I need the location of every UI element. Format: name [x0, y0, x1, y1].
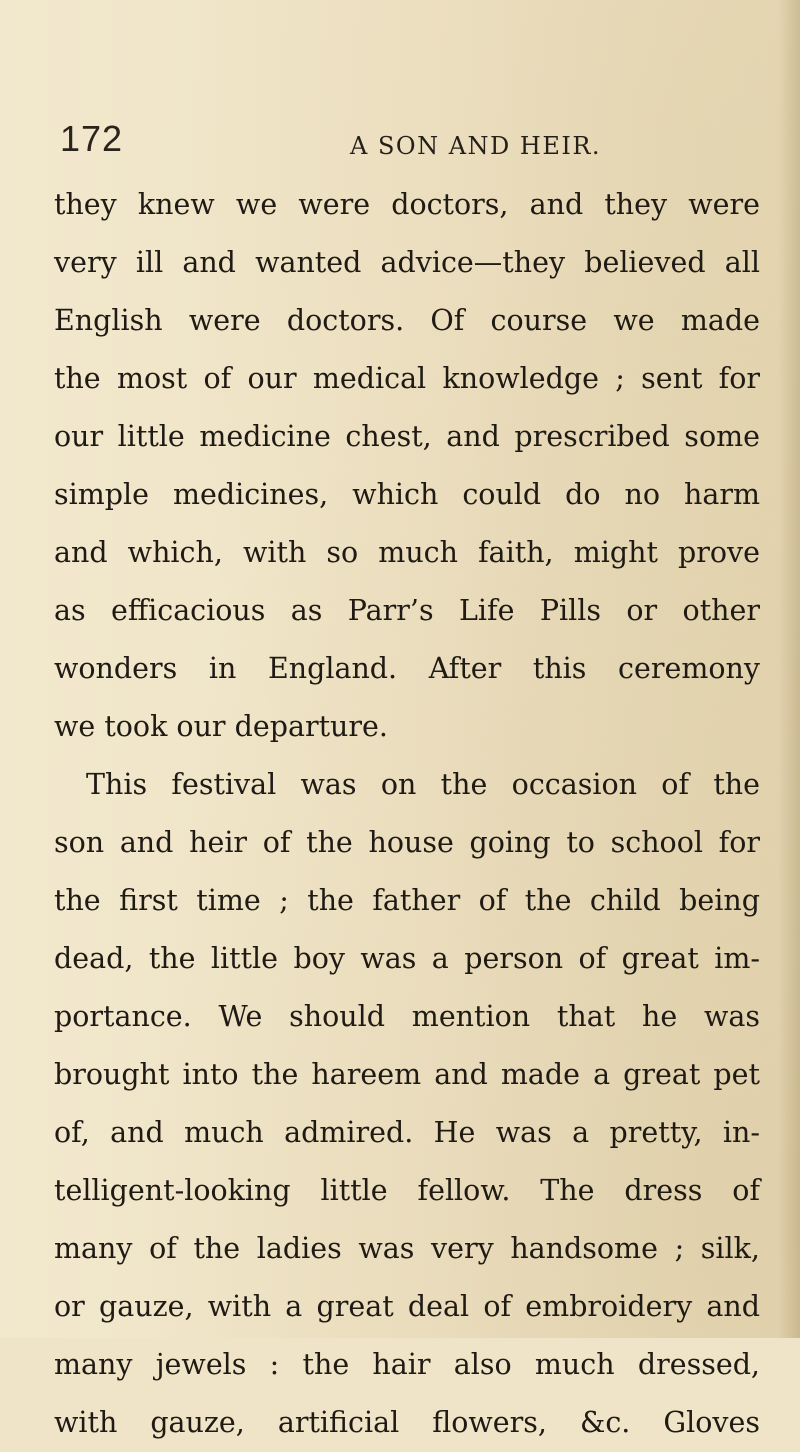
text-line: portance. We should mention that he was — [54, 1000, 760, 1033]
text-line: telligent-looking little fellow. The dress of — [54, 1174, 760, 1207]
text-line: the most of our medical knowledge ; sent for — [54, 362, 760, 395]
running-title: A SON AND HEIR. — [350, 132, 602, 160]
text-line: the first time ; the father of the child being — [54, 884, 760, 917]
text-line: they knew we were doctors, and they were — [54, 188, 760, 221]
text-line: or gauze, with a great deal of embroidery and — [54, 1290, 760, 1323]
text-line-paragraph-end: we took our departure. — [54, 710, 388, 743]
body-text — [54, 176, 760, 1452]
text-line-paragraph-start: This festival was on the occasion of the — [86, 768, 760, 801]
text-line: of, and much admired. He was a pretty, in- — [54, 1116, 760, 1149]
text-line: simple medicines, which could do no harm — [54, 478, 760, 511]
text-line: wonders in England. After this ceremony — [54, 652, 760, 685]
text-line: dead, the little boy was a person of great im- — [54, 942, 760, 975]
page-edge-shadow — [778, 0, 800, 1338]
text-line: as efficacious as Parr’s Life Pills or other — [54, 594, 760, 627]
text-line: English were doctors. Of course we made — [54, 304, 760, 337]
page-header — [60, 118, 760, 168]
page-number: 172 — [60, 118, 124, 159]
text-line: brought into the hareem and made a great pet — [54, 1058, 760, 1091]
text-line: many of the ladies was very handsome ; silk, — [54, 1232, 760, 1265]
text-line: our little medicine chest, and prescribed some — [54, 420, 760, 453]
text-line: very ill and wanted advice—they believed all — [54, 246, 760, 279]
text-line: and which, with so much faith, might prove — [54, 536, 760, 569]
text-line: many jewels : the hair also much dressed, — [54, 1348, 760, 1381]
text-line: son and heir of the house going to school for — [54, 826, 760, 859]
text-line: with gauze, artificial flowers, &c. Gloves — [54, 1406, 760, 1439]
